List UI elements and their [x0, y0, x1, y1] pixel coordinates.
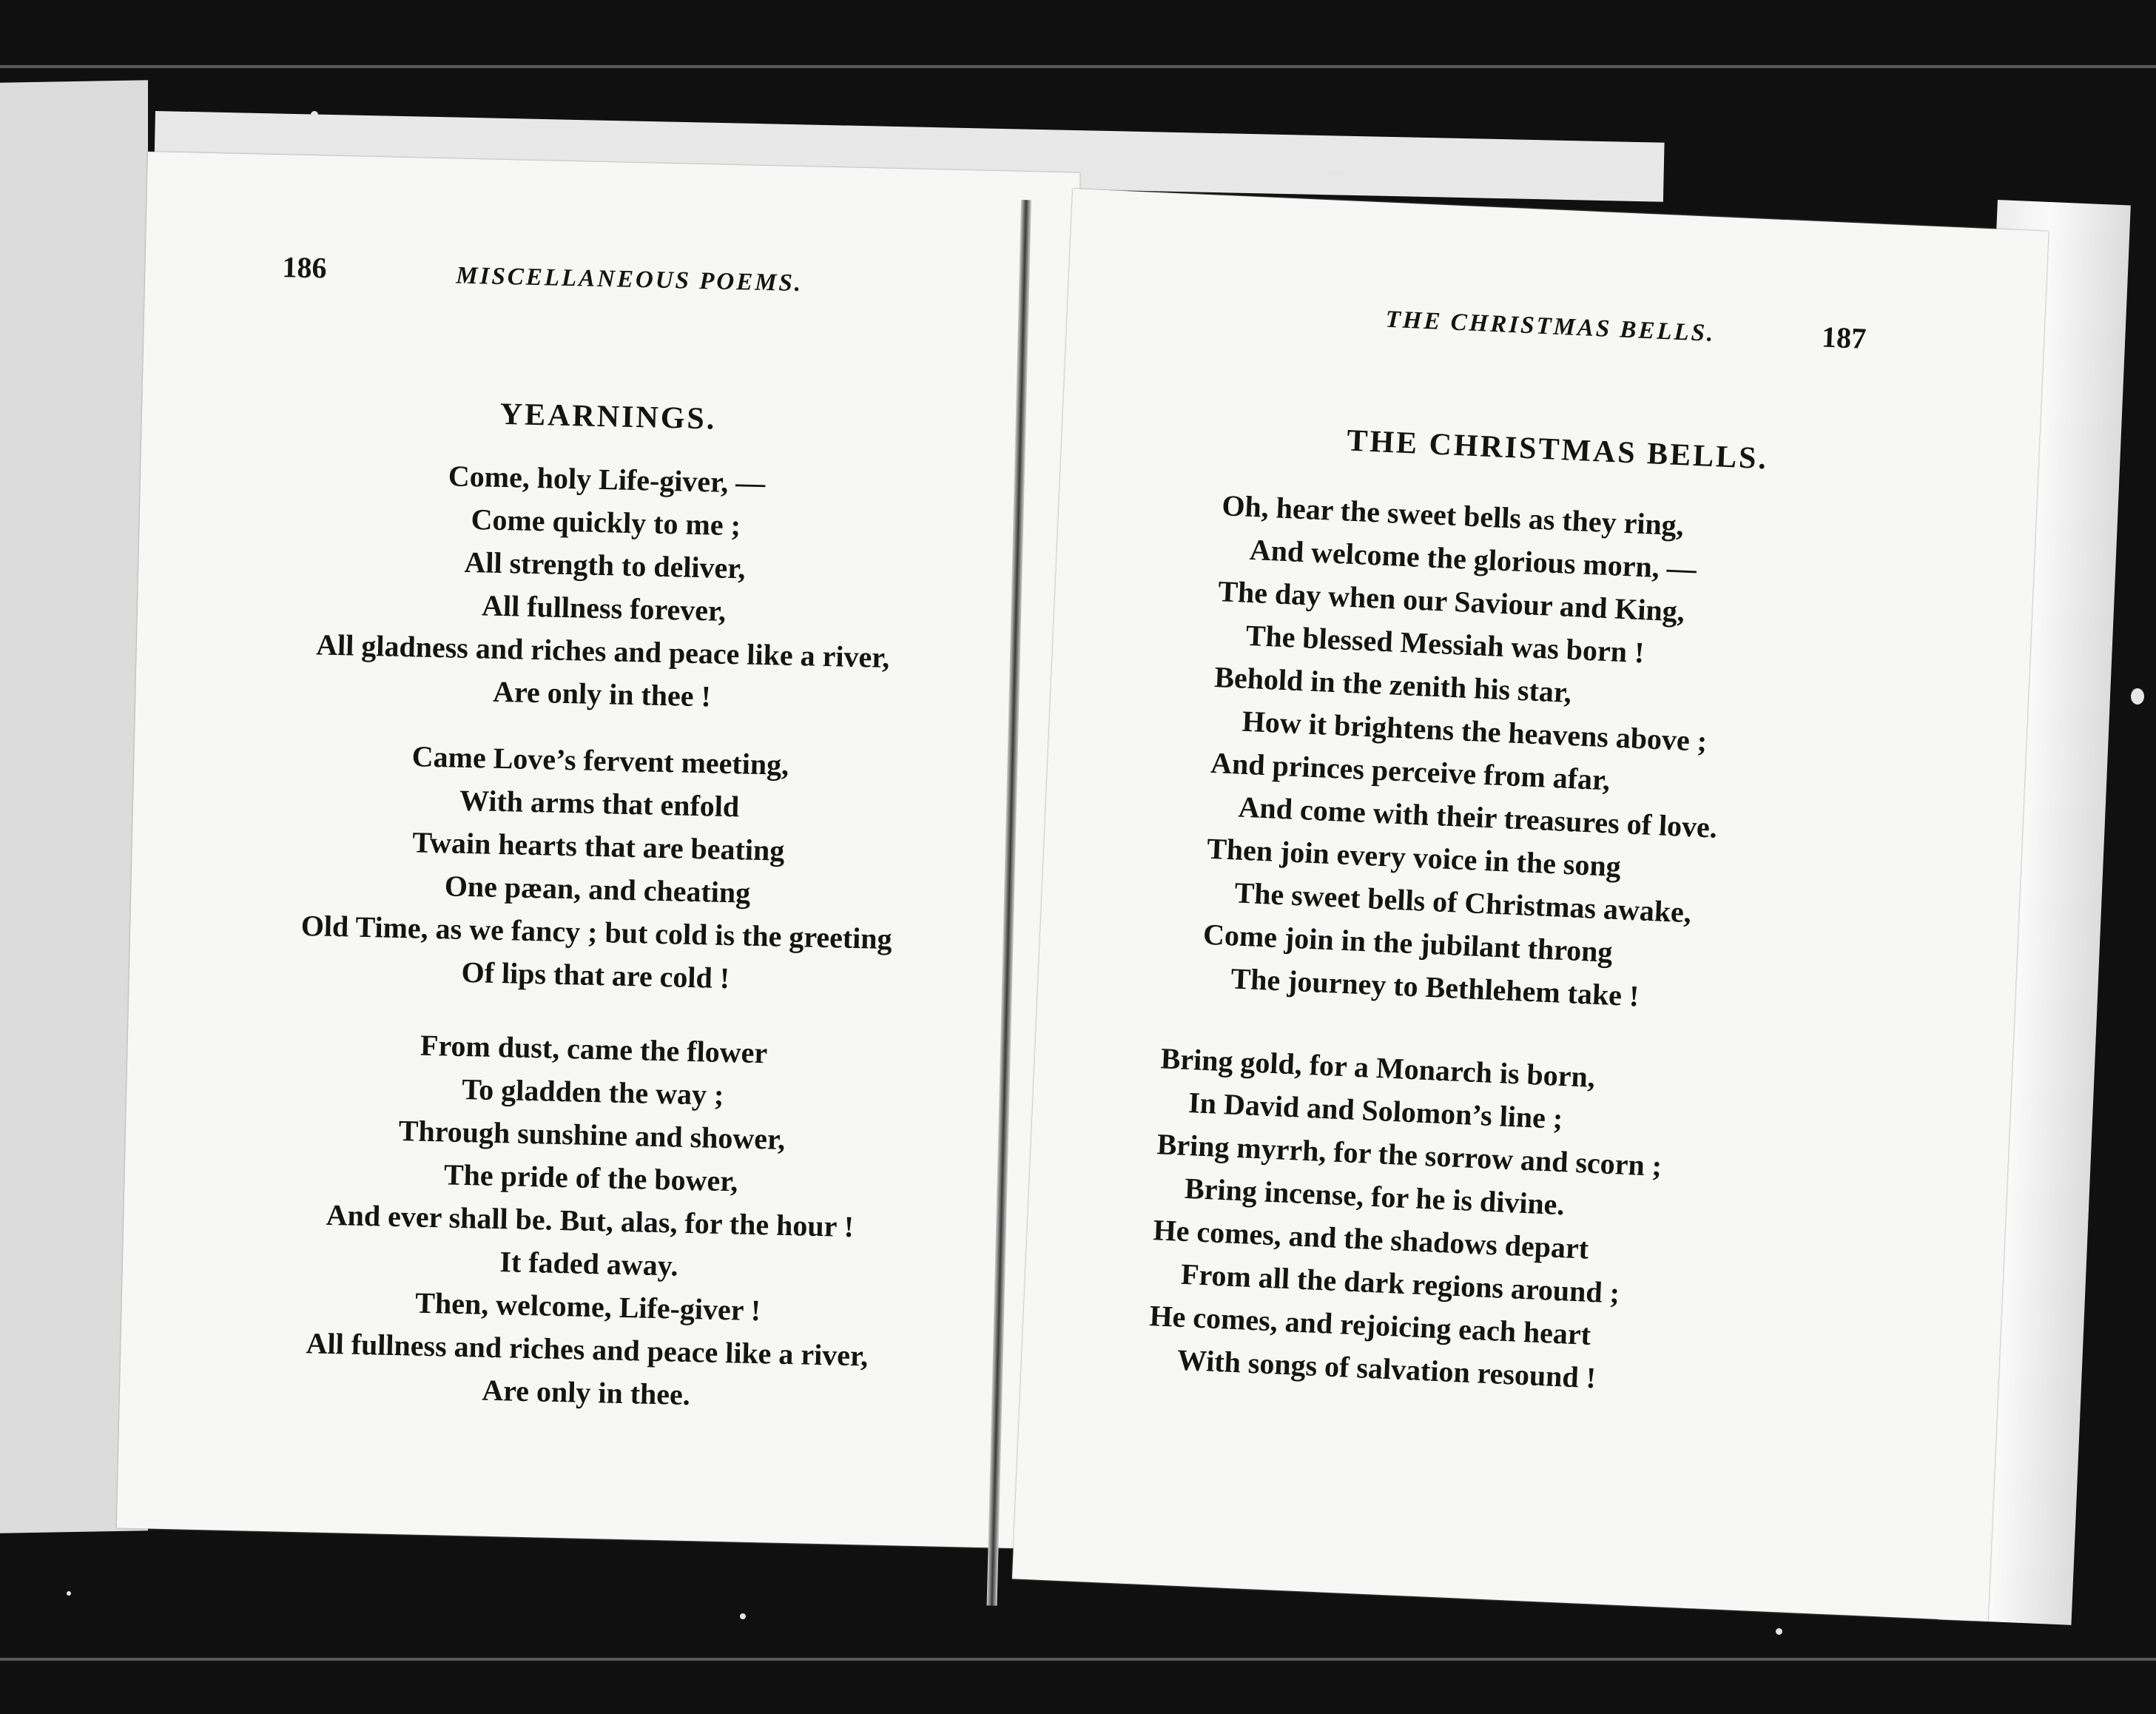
film-scan-line-bottom: [0, 1658, 2156, 1661]
film-dust-speck: [1776, 1628, 1782, 1635]
verse-line: The pride of the bower,: [443, 1157, 738, 1198]
left-running-header: MISCELLANEOUS POEMS.: [455, 262, 804, 298]
film-dust-speck: [740, 1613, 746, 1619]
verse-line: Bring gold, for a Monarch is born,: [1159, 1041, 1596, 1094]
left-poem-title: YEARNINGS.: [499, 397, 717, 437]
verse-line: And welcome the glorious morn, —: [1248, 532, 1697, 586]
film-dust-speck: [67, 1591, 71, 1596]
verse-line: Bring myrrh, for the sorrow and scorn ;: [1156, 1127, 1663, 1183]
film-dust-speck: [2131, 688, 2144, 705]
verse-line: The blessed Messiah was born !: [1244, 618, 1645, 670]
verse-line: Old Time, as we fancy ; but cold is the greeting: [300, 908, 893, 956]
right-page-number: 187: [1821, 320, 1867, 355]
left-page: [117, 152, 1080, 1549]
right-stanza-1: [1200, 484, 2156, 1041]
right-stanza-2: [1147, 1037, 2138, 1422]
verse-line: From all the dark regions around ;: [1180, 1257, 1620, 1310]
verse-line: From dust, came the flower: [420, 1028, 768, 1070]
verse-line: Come, holy Life-giver, —: [448, 459, 766, 500]
right-poem-title: THE CHRISTMAS BELLS.: [1346, 423, 1769, 477]
verse-line: Came Love’s fervent meeting,: [411, 739, 789, 782]
verse-line: In David and Solomon’s line ;: [1188, 1086, 1564, 1136]
verse-line: The day when our Saviour and King,: [1217, 574, 1685, 628]
verse-line: With songs of salvation resound !: [1176, 1342, 1597, 1395]
verse-line: Then, welcome, Life-giver !: [414, 1286, 761, 1328]
verse-line: And ever shall be. But, alas, for the hour !: [326, 1197, 855, 1244]
verse-line: Of lips that are cold !: [461, 955, 730, 995]
verse-line: How it brightens the heavens above ;: [1241, 704, 1708, 759]
verse-line: All gladness and riches and peace like a river,: [315, 628, 890, 674]
verse-line: Are only in thee.: [481, 1373, 691, 1412]
verse-line: It faded away.: [499, 1245, 679, 1283]
verse-line: And princes perceive from afar,: [1210, 745, 1611, 797]
film-dust-speck: [1328, 170, 1344, 176]
right-running-header: THE CHRISTMAS BELLS.: [1384, 306, 1717, 348]
verse-line: He comes, and the shadows depart: [1152, 1213, 1590, 1266]
film-scan-line-top: [0, 65, 2156, 68]
verse-line: And come with their treasures of love.: [1237, 790, 1718, 844]
left-page-number: 186: [282, 250, 328, 285]
verse-line: All strength to deliver,: [464, 545, 746, 585]
verse-line: Then join every voice in the song: [1206, 831, 1622, 884]
left-stanza-2: [129, 729, 1067, 1007]
verse-line: Through sunshine and shower,: [398, 1114, 786, 1156]
verse-line: All fullness and riches and peace like a river,: [306, 1326, 869, 1373]
left-stanza-3: [120, 1018, 1061, 1425]
film-dust-speck: [311, 111, 318, 118]
verse-line: All fullness forever,: [481, 588, 727, 628]
verse-line: Come quickly to me ;: [471, 503, 741, 542]
verse-line: Oh, hear the sweet bells as they ring,: [1221, 488, 1685, 542]
verse-line: One pæan, and cheating: [444, 869, 751, 910]
right-page: [1012, 189, 2049, 1621]
verse-line: The sweet bells of Christmas awake,: [1233, 876, 1692, 930]
left-stanza-1: [135, 448, 1074, 726]
verse-line: Are only in thee !: [492, 674, 712, 713]
verse-line: The journey to Bethlehem take !: [1230, 961, 1640, 1013]
verse-line: Behold in the zenith his star,: [1213, 659, 1572, 710]
verse-line: He comes, and rejoicing each heart: [1148, 1298, 1592, 1351]
verse-line: To gladden the way ;: [461, 1072, 724, 1112]
verse-line: Twain hearts that are beating: [411, 825, 785, 867]
verse-line: Bring incense, for he is divine.: [1184, 1171, 1566, 1222]
verse-line: Come join in the jubilant throng: [1202, 917, 1614, 969]
verse-line: With arms that enfold: [459, 783, 740, 824]
